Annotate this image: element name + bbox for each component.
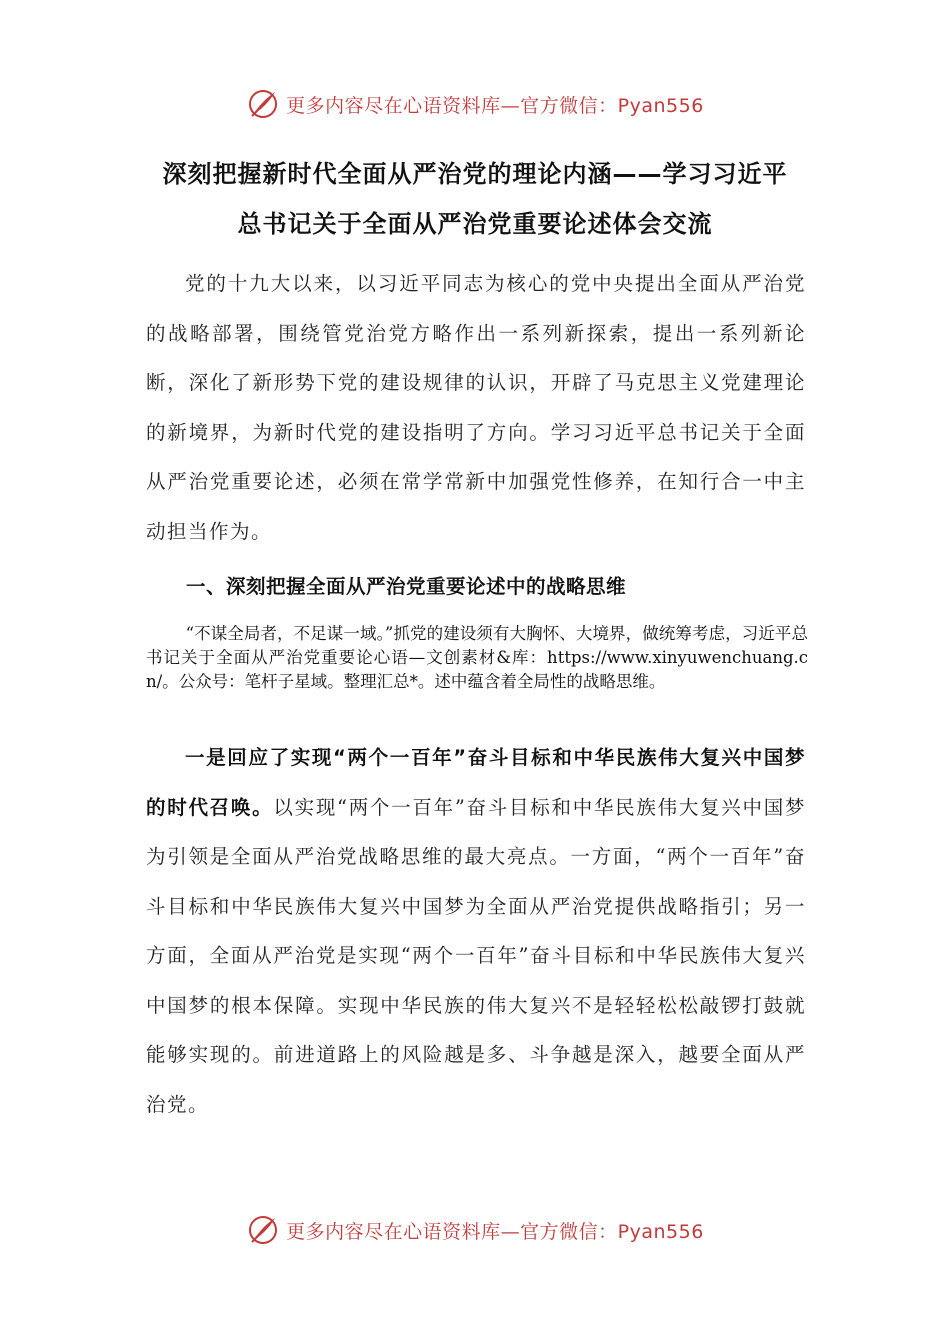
watermark-handle: Pyan556 <box>617 1220 704 1243</box>
body-paragraph <box>146 733 806 1129</box>
document-title-line-2: 总书记关于全面从严治党重要论述体会交流 <box>237 210 713 238</box>
header-watermark <box>0 84 950 124</box>
section-heading: 一、深刻把握全面从严治党重要论述中的战略思维 <box>186 575 627 598</box>
watermark-text: 更多内容尽在心语资料库—官方微信：Pyan556 <box>286 1220 704 1243</box>
intro-paragraph: 党的十九大以来，以习近平同志为核心的党中央提出全面从严治党的战略部署，围绕管党治党方略作出一系列新探索，提出一系列新论断，深化了新形势下党的建设规律的认识，开辟了马克思主义党建理论的新境界，为新时代党的建设指明了方向。学习习近平总书记关于全面从严治党重要论述，必须在常学常新中加强党性修养，在知行合一中主动担当作为。 <box>146 272 806 543</box>
document-title-line-1: 深刻把握新时代全面从严治党的理论内涵——学习习近平 <box>162 160 788 188</box>
footer-watermark <box>0 1210 950 1250</box>
paragraph-lead-bold: 一是回应了实现“两个一百年”奋斗目标和中华民族伟大复兴中国梦的时代召唤。 <box>146 746 806 819</box>
watermark-text: 更多内容尽在心语资料库—官方微信：Pyan556 <box>286 94 704 117</box>
quill-pen-logo-icon <box>246 87 280 121</box>
quill-pen-logo-icon <box>246 1213 280 1247</box>
watermark-handle: Pyan556 <box>617 94 704 117</box>
quote-paragraph: “不谋全局者，不足谋一域。”抓党的建设须有大胸怀、大境界，做统筹考虑，习近平总书记关于全面从严治党重要论心语—文创素材&库：https://www.xinyuwenchuang.cn/。公众号：笔杆子星域。整理汇总*。述中蕴含着全局性的战略思维。 <box>146 624 808 691</box>
paragraph-body-text: 以实现“两个一百年”奋斗目标和中华民族伟大复兴中国梦为引领是全面从严治党战略思维的最大亮点。一方面，“两个一百年”奋斗目标和中华民族伟大复兴中国梦为全面从严治党提供战略指引；另一方面，全面从严治党是实现“两个一百年”奋斗目标和中华民族伟大复兴中国梦的根本保障。实现中华民族的伟大复兴不是轻轻松松敲锣打鼓就能够实现的。前进道路上的风险越是多、斗争越是深入，越要全面从严治党。 <box>146 795 806 1116</box>
